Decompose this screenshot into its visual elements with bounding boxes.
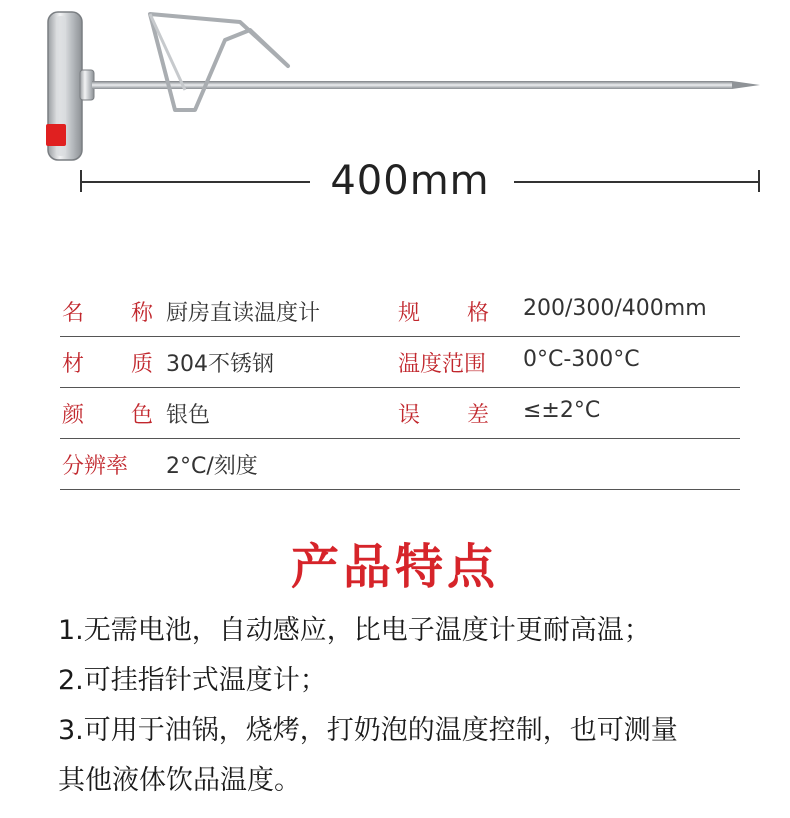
dimension-line-left [80, 181, 310, 183]
dimension-tick-right [758, 170, 760, 192]
thermometer-image [0, 0, 790, 170]
spec-value: ≤±2°C [523, 398, 601, 423]
spec-table [60, 286, 740, 490]
feature-line: 1.无需电池，自动感应，比电子温度计更耐高温； [58, 615, 651, 646]
pan-clip-icon [150, 14, 288, 110]
spec-value: 2°C/刻度 [166, 454, 258, 479]
spec-key: 分辨率 [62, 454, 129, 479]
spec-value: 304不锈钢 [166, 352, 274, 377]
spec-key: 颜 色 [62, 403, 173, 428]
spec-row [60, 388, 740, 439]
spec-value: 0°C-300°C [523, 347, 640, 372]
feature-line: 其他液体饮品温度。 [58, 765, 301, 796]
spec-key: 规 格 [398, 301, 509, 326]
dimension-label: 400mm [330, 158, 490, 204]
dimension-line-right [514, 181, 760, 183]
feature-line: 3.可用于油锅，烧烤，打奶泡的温度控制，也可测量 [58, 715, 678, 746]
spec-value: 银色 [166, 403, 211, 428]
dimension-marker [80, 150, 760, 210]
thermometer-dial-icon [46, 12, 94, 160]
feature-line: 2.可挂指针式温度计； [58, 665, 327, 696]
spec-row [60, 337, 740, 388]
features-list [58, 606, 758, 806]
spec-key: 名 称 [62, 301, 173, 326]
red-tab [46, 124, 66, 146]
spec-value: 200/300/400mm [523, 296, 707, 321]
features-title: 产品特点 [290, 539, 499, 595]
spec-row [60, 286, 740, 337]
spec-value: 厨房直读温度计 [166, 301, 321, 326]
spec-key: 误 差 [398, 403, 509, 428]
spec-key: 材 质 [62, 352, 173, 377]
spec-row [60, 439, 740, 490]
probe-rod [92, 81, 760, 89]
spec-key: 温度范围 [398, 352, 487, 377]
